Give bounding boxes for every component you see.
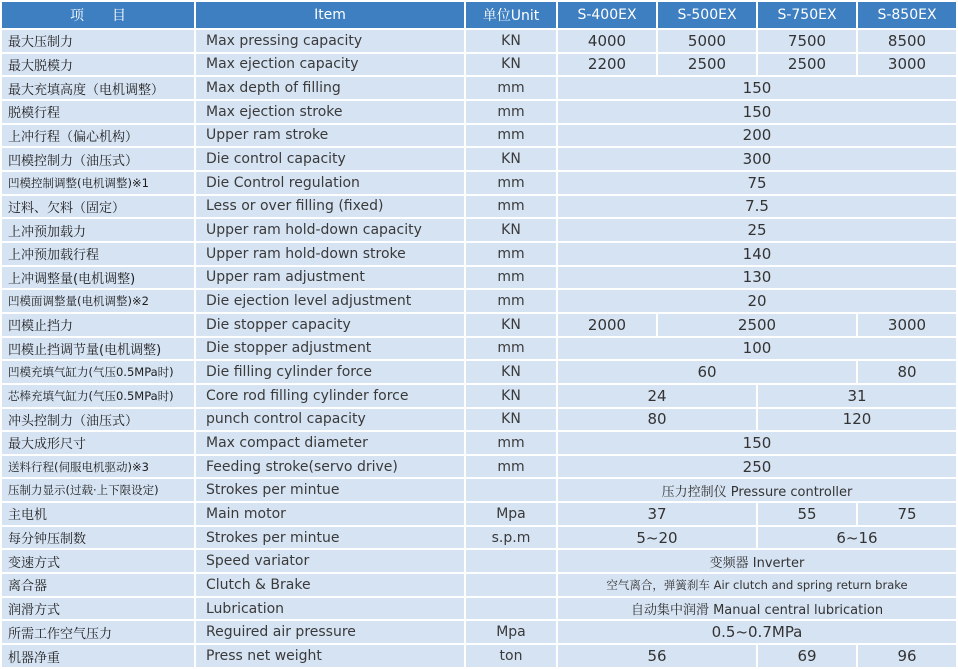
table-row bbox=[2, 243, 956, 265]
row-value: 55 bbox=[758, 503, 856, 525]
row-unit: mm bbox=[466, 77, 556, 99]
table-row bbox=[2, 172, 956, 194]
row-value: 3000 bbox=[858, 54, 956, 76]
row-value: 压力控制仪 Pressure controller bbox=[558, 479, 956, 501]
row-value: 130 bbox=[558, 267, 956, 289]
row-label-en: Upper ram hold-down capacity bbox=[196, 219, 464, 241]
table-row bbox=[2, 503, 956, 525]
row-label-en: Speed variator bbox=[196, 550, 464, 572]
row-label-en: Strokes per mintue bbox=[196, 527, 464, 549]
row-label-cn: 压制力显示(过载·上下限设定) bbox=[2, 479, 194, 501]
row-label-cn: 最大脱模力 bbox=[2, 54, 194, 76]
row-label-en: Max compact diameter bbox=[196, 432, 464, 454]
row-label-en: Die ejection level adjustment bbox=[196, 290, 464, 312]
table-row bbox=[2, 219, 956, 241]
row-value: 96 bbox=[858, 645, 956, 667]
table-row bbox=[2, 409, 956, 431]
row-label-cn: 脱模行程 bbox=[2, 101, 194, 123]
table-row bbox=[2, 456, 956, 478]
row-label-en: Clutch & Brake bbox=[196, 574, 464, 596]
row-value: 8500 bbox=[858, 30, 956, 52]
row-value: 150 bbox=[558, 432, 956, 454]
table-row bbox=[2, 550, 956, 572]
row-label-en: Upper ram stroke bbox=[196, 125, 464, 147]
header-model-s400ex: S-400EX bbox=[558, 2, 656, 28]
row-unit: KN bbox=[466, 30, 556, 52]
row-value: 200 bbox=[558, 125, 956, 147]
row-value: 5~20 bbox=[558, 527, 756, 549]
table-row bbox=[2, 54, 956, 76]
table-row bbox=[2, 267, 956, 289]
row-unit: s.p.m bbox=[466, 527, 556, 549]
row-label-en: Strokes per mintue bbox=[196, 479, 464, 501]
row-label-cn: 过料、欠料（固定） bbox=[2, 196, 194, 218]
table-row bbox=[2, 196, 956, 218]
row-value: 2000 bbox=[558, 314, 656, 336]
row-label-cn: 离合器 bbox=[2, 574, 194, 596]
row-value: 60 bbox=[558, 361, 856, 383]
row-value: 20 bbox=[558, 290, 956, 312]
row-unit: KN bbox=[466, 385, 556, 407]
row-unit: KN bbox=[466, 148, 556, 170]
row-unit: KN bbox=[466, 54, 556, 76]
row-value: 2500 bbox=[658, 54, 756, 76]
header-model-s500ex: S-500EX bbox=[658, 2, 756, 28]
row-label-en: Die stopper adjustment bbox=[196, 338, 464, 360]
row-label-en: Less or over filling (fixed) bbox=[196, 196, 464, 218]
row-label-cn: 最大成形尺寸 bbox=[2, 432, 194, 454]
row-value: 75 bbox=[858, 503, 956, 525]
row-unit: mm bbox=[466, 267, 556, 289]
row-value: 150 bbox=[558, 101, 956, 123]
row-label-cn: 上冲调整量(电机调整) bbox=[2, 267, 194, 289]
row-label-cn: 上冲预加载行程 bbox=[2, 243, 194, 265]
row-label-cn: 芯棒充填气缸力(气压0.5MPa时) bbox=[2, 385, 194, 407]
row-unit bbox=[466, 550, 556, 572]
header-item-cn: 项 目 bbox=[2, 2, 194, 28]
row-value: 6~16 bbox=[758, 527, 956, 549]
row-unit: mm bbox=[466, 125, 556, 147]
table-row bbox=[2, 77, 956, 99]
row-label-en: Main motor bbox=[196, 503, 464, 525]
row-unit: Mpa bbox=[466, 503, 556, 525]
row-label-cn: 润滑方式 bbox=[2, 598, 194, 620]
row-label-en: Lubrication bbox=[196, 598, 464, 620]
row-label-en: Max depth of filling bbox=[196, 77, 464, 99]
table-row bbox=[2, 621, 956, 643]
table-row bbox=[2, 574, 956, 596]
row-unit: mm bbox=[466, 101, 556, 123]
row-label-cn: 凹模控制调整(电机调整)※1 bbox=[2, 172, 194, 194]
row-value: 150 bbox=[558, 77, 956, 99]
row-label-cn: 主电机 bbox=[2, 503, 194, 525]
row-unit: mm bbox=[466, 432, 556, 454]
table-row bbox=[2, 101, 956, 123]
table-row bbox=[2, 527, 956, 549]
table-row bbox=[2, 598, 956, 620]
row-label-en: Die Control regulation bbox=[196, 172, 464, 194]
row-label-en: Feeding stroke(servo drive) bbox=[196, 456, 464, 478]
row-label-en: Press net weight bbox=[196, 645, 464, 667]
row-label-cn: 所需工作空气压力 bbox=[2, 621, 194, 643]
header-item-en: Item bbox=[196, 2, 464, 28]
table-row bbox=[2, 361, 956, 383]
row-value: 250 bbox=[558, 456, 956, 478]
row-label-cn: 上冲预加载力 bbox=[2, 219, 194, 241]
row-label-cn: 上冲行程（偏心机构） bbox=[2, 125, 194, 147]
row-label-cn: 最大充填高度（电机调整） bbox=[2, 77, 194, 99]
row-value: 37 bbox=[558, 503, 756, 525]
row-label-cn: 每分钟压制数 bbox=[2, 527, 194, 549]
table-row bbox=[2, 645, 956, 667]
row-label-cn: 凹模止挡调节量(电机调整) bbox=[2, 338, 194, 360]
row-unit: mm bbox=[466, 456, 556, 478]
header-model-s750ex: S-750EX bbox=[758, 2, 856, 28]
header-model-s850ex: S-850EX bbox=[858, 2, 956, 28]
row-value: 80 bbox=[558, 409, 756, 431]
row-value: 120 bbox=[758, 409, 956, 431]
row-label-en: Max pressing capacity bbox=[196, 30, 464, 52]
row-label-en: punch control capacity bbox=[196, 409, 464, 431]
row-label-cn: 冲头控制力（油压式） bbox=[2, 409, 194, 431]
row-value: 100 bbox=[558, 338, 956, 360]
row-value: 5000 bbox=[658, 30, 756, 52]
table-row bbox=[2, 338, 956, 360]
row-value: 69 bbox=[758, 645, 856, 667]
row-unit bbox=[466, 574, 556, 596]
row-label-en: Max ejection capacity bbox=[196, 54, 464, 76]
row-value: 空气离合，弹簧刹车 Air clutch and spring return brake bbox=[558, 574, 956, 596]
row-label-en: Die filling cylinder force bbox=[196, 361, 464, 383]
row-label-en: Die stopper capacity bbox=[196, 314, 464, 336]
row-label-en: Upper ram hold-down stroke bbox=[196, 243, 464, 265]
row-value: 140 bbox=[558, 243, 956, 265]
row-unit: mm bbox=[466, 196, 556, 218]
row-label-cn: 凹模充填气缸力(气压0.5MPa时) bbox=[2, 361, 194, 383]
row-value: 300 bbox=[558, 148, 956, 170]
row-label-cn: 机器净重 bbox=[2, 645, 194, 667]
row-value: 2200 bbox=[558, 54, 656, 76]
row-label-en: Die control capacity bbox=[196, 148, 464, 170]
row-value: 2500 bbox=[758, 54, 856, 76]
row-value: 31 bbox=[758, 385, 956, 407]
row-unit: ton bbox=[466, 645, 556, 667]
header-unit: 单位Unit bbox=[466, 2, 556, 28]
row-unit: KN bbox=[466, 361, 556, 383]
row-unit: mm bbox=[466, 338, 556, 360]
row-value: 4000 bbox=[558, 30, 656, 52]
table-row bbox=[2, 125, 956, 147]
row-value: 自动集中润滑 Manual central lubrication bbox=[558, 598, 956, 620]
row-value: 7500 bbox=[758, 30, 856, 52]
row-value: 3000 bbox=[858, 314, 956, 336]
row-unit: KN bbox=[466, 219, 556, 241]
table-row bbox=[2, 314, 956, 336]
row-value: 75 bbox=[558, 172, 956, 194]
table-row bbox=[2, 290, 956, 312]
row-label-cn: 凹模控制力（油压式） bbox=[2, 148, 194, 170]
row-value: 2500 bbox=[658, 314, 856, 336]
row-unit bbox=[466, 479, 556, 501]
table-row bbox=[2, 148, 956, 170]
row-unit: mm bbox=[466, 172, 556, 194]
row-value: 变频器 Inverter bbox=[558, 550, 956, 572]
row-unit: KN bbox=[466, 314, 556, 336]
row-unit bbox=[466, 598, 556, 620]
row-value: 80 bbox=[858, 361, 956, 383]
row-label-en: Upper ram adjustment bbox=[196, 267, 464, 289]
row-value: 0.5~0.7MPa bbox=[558, 621, 956, 643]
row-label-en: Core rod filling cylinder force bbox=[196, 385, 464, 407]
row-value: 7.5 bbox=[558, 196, 956, 218]
table-row bbox=[2, 385, 956, 407]
row-label-cn: 凹模面调整量(电机调整)※2 bbox=[2, 290, 194, 312]
row-label-en: Max ejection stroke bbox=[196, 101, 464, 123]
row-unit: KN bbox=[466, 409, 556, 431]
table-row bbox=[2, 30, 956, 52]
row-label-en: Reguired air pressure bbox=[196, 621, 464, 643]
table-row bbox=[2, 479, 956, 501]
row-unit: mm bbox=[466, 243, 556, 265]
row-label-cn: 最大压制力 bbox=[2, 30, 194, 52]
row-label-cn: 变速方式 bbox=[2, 550, 194, 572]
row-value: 56 bbox=[558, 645, 756, 667]
row-unit: Mpa bbox=[466, 621, 556, 643]
header-row bbox=[2, 2, 956, 28]
row-label-cn: 凹模止挡力 bbox=[2, 314, 194, 336]
row-value: 25 bbox=[558, 219, 956, 241]
row-label-cn: 送料行程(伺服电机驱动)※3 bbox=[2, 456, 194, 478]
row-unit: mm bbox=[466, 290, 556, 312]
row-value: 24 bbox=[558, 385, 756, 407]
table-row bbox=[2, 432, 956, 454]
